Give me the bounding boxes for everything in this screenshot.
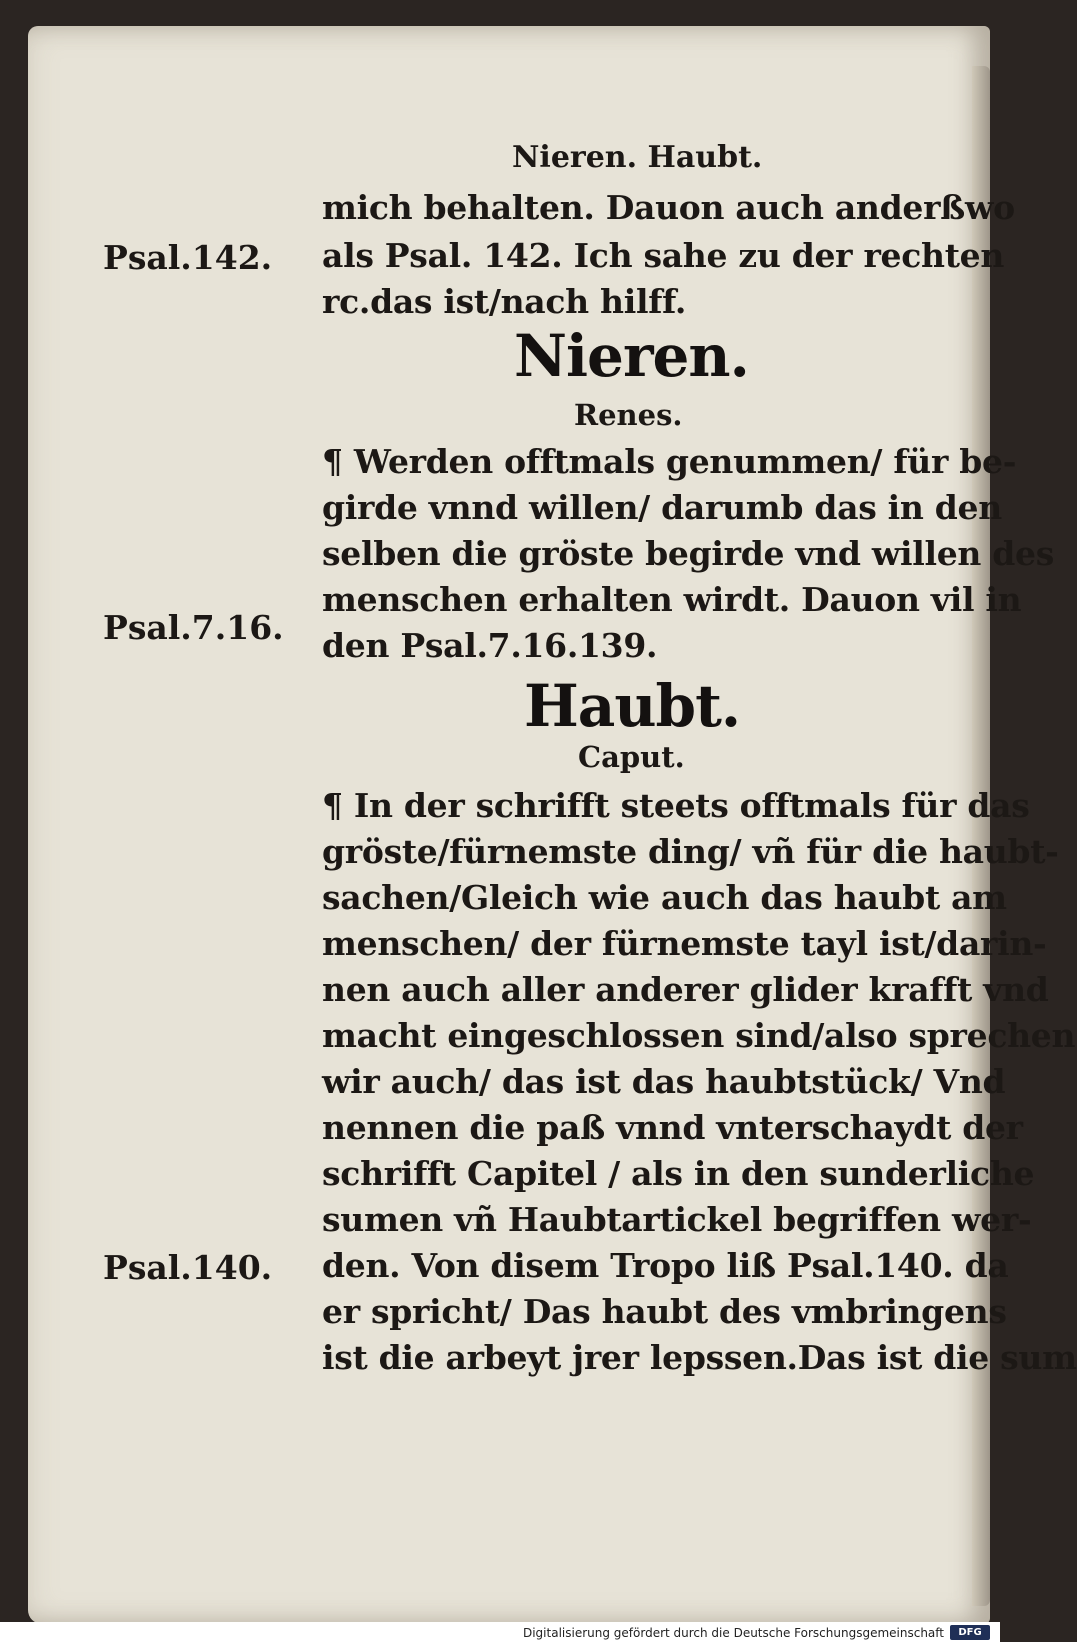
text-line: sachen/Gleich wie auch das haubt am (322, 878, 1007, 917)
text-line: den. Von disem Tropo liß Psal.140. da (322, 1246, 1009, 1285)
text-line: gröste/fürnemste ding/ vñ für die haubt- (322, 832, 1059, 871)
text-line: nennen die paß vnnd vnterschaydt der (322, 1108, 1023, 1147)
text-line: schrifft Capitel / als in den sunderliche (322, 1154, 1035, 1193)
funding-notice: Digitalisierung gefördert durch die Deutsche Forschungsgemeinschaft (522, 1626, 944, 1640)
section-heading: Haubt. (524, 672, 741, 740)
text-line: wir auch/ das ist das haubtstück/ Vnd (322, 1062, 1006, 1101)
text-line: ¶ In der schrifft steets offtmals für das (322, 786, 1030, 825)
margin-note: Psal.142. (103, 238, 273, 277)
text-line: rc.das ist/nach hilff. (322, 282, 687, 321)
text-line: selben die gröste begirde vnd willen des (322, 534, 1055, 573)
text-line: sumen vñ Haubtartickel begriffen wer- (322, 1200, 1032, 1239)
text-line: er spricht/ Das haubt des vmbringens (322, 1292, 1007, 1331)
text-line: macht eingeschlossen sind/also sprechen (322, 1016, 1076, 1055)
margin-note: Psal.7.16. (103, 608, 284, 647)
text-line: als Psal. 142. Ich sahe zu der rechten (322, 236, 1005, 275)
text-line: ist die arbeyt jrer lepssen.Das ist die sum (322, 1338, 1077, 1377)
text-line: menschen erhalten wirdt. Dauon vil in (322, 580, 1022, 619)
text-line: menschen/ der fürnemste tayl ist/darin- (322, 924, 1047, 963)
text-line: nen auch aller anderer glider krafft vnd (322, 970, 1049, 1009)
digitization-footer (0, 1622, 1000, 1642)
text-line: den Psal.7.16.139. (322, 626, 658, 665)
dfg-logo: DFG (950, 1625, 990, 1640)
text-line: ¶ Werden offtmals genummen/ für be- (322, 442, 1017, 481)
section-latin-term: Renes. (574, 398, 683, 432)
text-line: mich behalten. Dauon auch anderßwo (322, 188, 1015, 227)
margin-note: Psal.140. (103, 1248, 273, 1287)
section-heading: Nieren. (514, 322, 749, 390)
running-head: Nieren. Haubt. (512, 140, 763, 175)
section-latin-term: Caput. (578, 740, 685, 774)
text-line: girde vnnd willen/ darumb das in den (322, 488, 1002, 527)
